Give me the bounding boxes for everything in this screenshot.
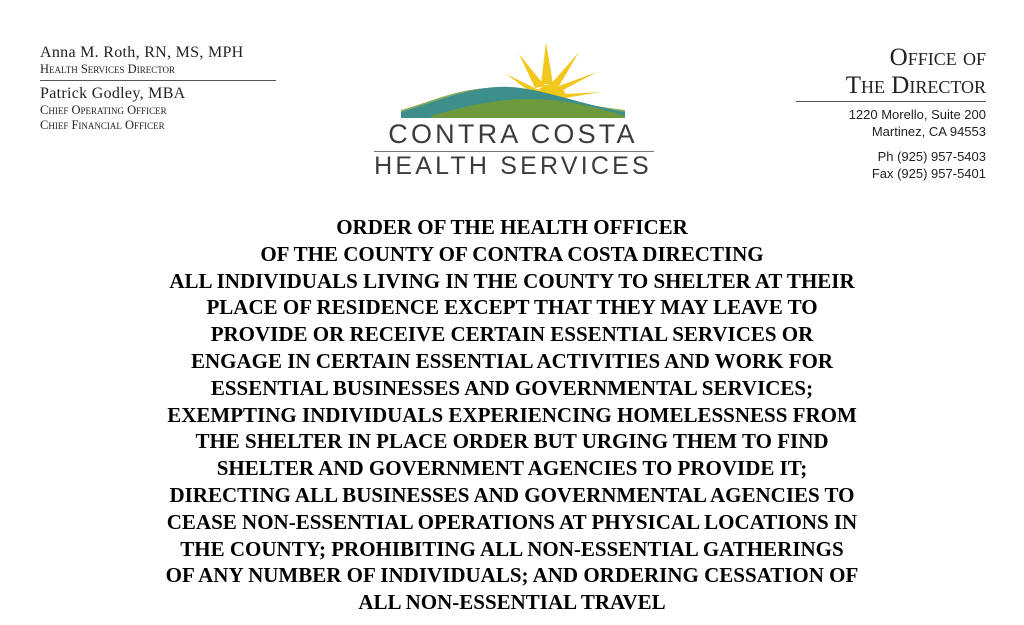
title-line: PLACE OF RESIDENCE EXCEPT THAT THEY MAY LEAVE TO — [206, 295, 818, 320]
title-line: PROVIDE OR RECEIVE CERTAIN ESSENTIAL SERVICES OR — [210, 322, 814, 347]
cfo-title: Chief Financial Officer — [40, 118, 165, 132]
title-line: ESSENTIAL BUSINESSES AND GOVERNMENTAL SERVICES; — [210, 375, 814, 400]
divider — [40, 80, 276, 81]
address-line1: 1220 Morello, Suite 200 — [848, 107, 986, 122]
title-line: THE COUNTY; PROHIBITING ALL NON-ESSENTIAL GATHERINGS — [180, 536, 844, 561]
phone-number: Ph (925) 957-5403 — [877, 149, 986, 164]
title-line: OF ANY NUMBER OF INDIVIDUALS; AND ORDERING CESSATION OF — [165, 563, 859, 588]
title-line: ALL INDIVIDUALS LIVING IN THE COUNTY TO SHELTER AT THEIR — [169, 268, 855, 293]
sun-hills-logo-icon — [401, 38, 625, 118]
office-heading-line1: Office of — [889, 44, 986, 71]
title-line: CEASE NON-ESSENTIAL OPERATIONS AT PHYSICAL LOCATIONS IN — [166, 509, 858, 534]
title-line: THE SHELTER IN PLACE ORDER BUT URGING THEM TO FIND — [195, 429, 829, 454]
title-line: SHELTER AND GOVERNMENT AGENCIES TO PROVIDE IT; — [216, 456, 808, 481]
office-heading-line2: The Director — [845, 72, 986, 99]
title-line: ENGAGE IN CERTAIN ESSENTIAL ACTIVITIES AND WORK FOR — [190, 348, 834, 373]
title-line: DIRECTING ALL BUSINESSES AND GOVERNMENTAL AGENCIES TO — [169, 482, 855, 507]
director-name: Anna M. Roth, RN, MS, MPH — [40, 44, 244, 61]
logo-text-health-services: HEALTH SERVICES — [374, 152, 652, 180]
address-line2: Martinez, CA 94553 — [871, 124, 986, 139]
contra-costa-logo — [366, 38, 660, 178]
title-line: ORDER OF THE HEALTH OFFICER — [336, 215, 688, 239]
fax-number: Fax (925) 957-5401 — [871, 166, 986, 181]
letterhead-left — [40, 44, 276, 133]
title-line: EXEMPTING INDIVIDUALS EXPERIENCING HOMELESSNESS FROM — [167, 402, 857, 427]
director-title: Health Services Director — [40, 62, 176, 76]
title-line: ALL NON-ESSENTIAL TRAVEL — [358, 590, 666, 615]
coo-name: Patrick Godley, MBA — [40, 85, 186, 102]
office-divider — [796, 101, 986, 102]
order-title — [60, 214, 964, 616]
title-line: OF THE COUNTY OF CONTRA COSTA DIRECTING — [260, 241, 764, 266]
logo-text-contra-costa: CONTRA COSTA — [388, 119, 638, 149]
coo-title: Chief Operating Officer — [40, 103, 167, 117]
letterhead-right — [786, 44, 986, 182]
